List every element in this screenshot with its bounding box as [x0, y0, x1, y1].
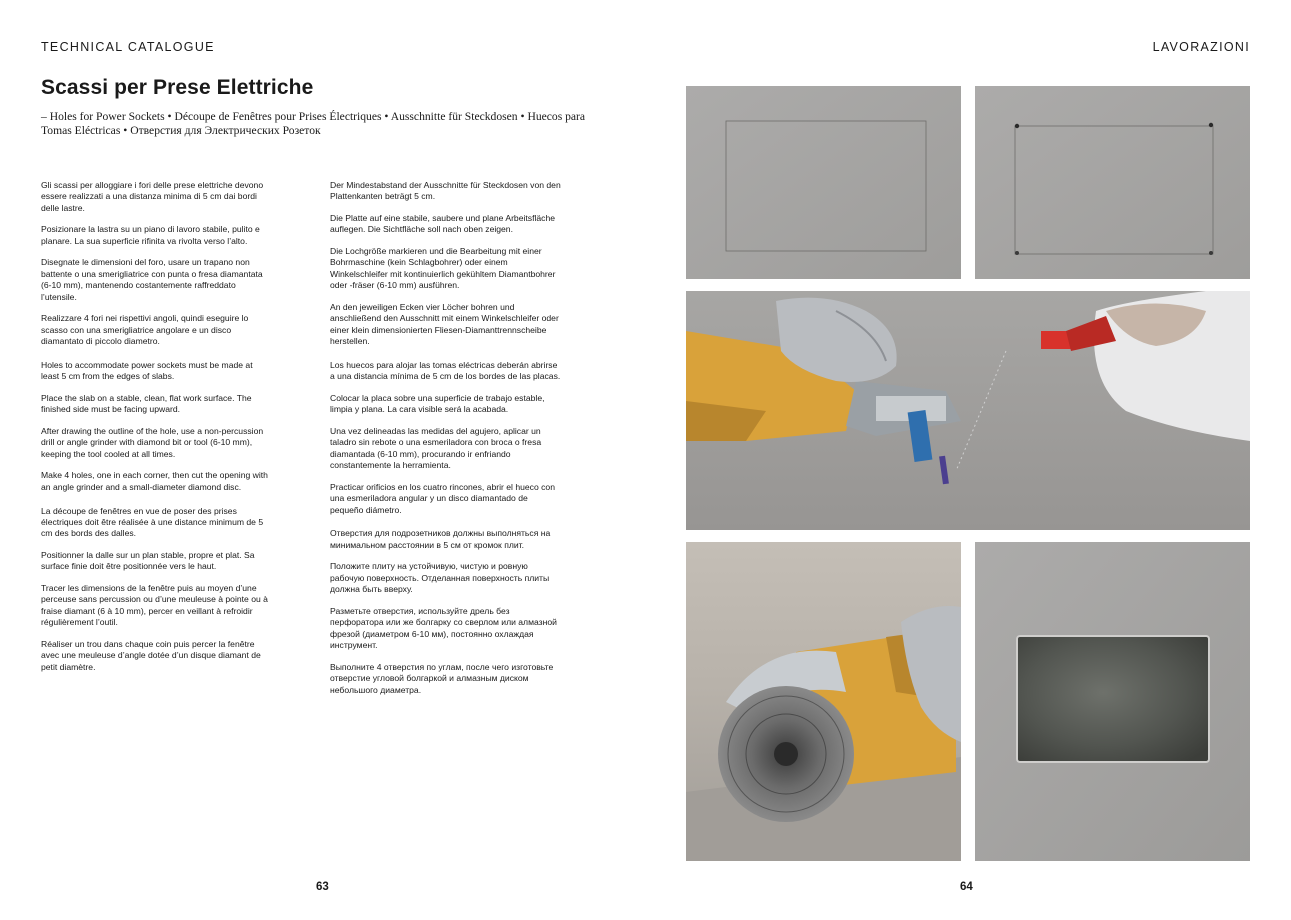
paragraph: Los huecos para alojar las tomas eléctricas deberán abrirse a una distancia mínima de 5 cm de los bordes de las placas. [330, 359, 561, 382]
paragraph: Posizionare la lastra su un piano di lavoro stabile, pulito e planare. La sua superficie rifinita va rivolta verso l’alto. [41, 224, 260, 246]
paragraph: Отверстия для подрозетников должны выполняться на минимальном расстоянии в 5 см от кромок плит. [330, 528, 551, 550]
paragraph: Réaliser un trou dans chaque coin puis percer la fenêtre avec une meuleuse d’angle dotée d’un disque diamant de petit diamètre. [41, 638, 261, 672]
paragraph: An den jeweiligen Ecken vier Löcher bohren und anschließend den Ausschnitt mit einem Winkelschleifer oder einer klein dimensionierten Fliesen-Diamanttrennscheibe herstellen. [330, 301, 559, 347]
paragraph: Make 4 holes, one in each corner, then cut the opening with an angle grinder and a small-diameter diamond disc. [41, 470, 268, 492]
paragraph: La découpe de fenêtres en vue de poser des prises électriques doit être réalisée à une distance minimum de 5 cm des bords des dalles. [41, 505, 264, 539]
paragraph: Disegnate le dimensioni del foro, usare un trapano non battente o una smerigliatrice con punta o fresa diamantata (6-10 mm), mantenendo costantemente raffreddato l’utensile. [41, 257, 263, 302]
page-number-left: 63 [316, 881, 329, 893]
german-instructions [330, 180, 562, 347]
paragraph: Una vez delineadas las medidas del agujero, aplicar un taladro sin rebote o una esmeriladora con broca o fresa diamantada (6-10 mm), procurando ir enfriando constantemente la herramienta. [330, 425, 542, 471]
photo-finished-opening [975, 542, 1250, 861]
photo-corner-holes [975, 86, 1250, 279]
paragraph: Practicar orificios en los cuatro rincones, abrir el hueco con una esmeriladora angular y un disco diamantado de pequeño diámetro. [330, 481, 555, 515]
paragraph: Der Mindestabstand der Ausschnitte für Steckdosen von den Plattenkanten beträgt 5 cm. [330, 180, 561, 202]
paragraph: Positionner la dalle sur un plan stable, propre et plat. Sa surface finie doit être positionnée vers le haut. [41, 550, 255, 572]
paragraph: Realizzare 4 fori nei rispettivi angoli, quindi eseguire lo scasso con una smerigliatrice angolare e un disco diamantato di piccolo diametro. [41, 313, 249, 347]
paragraph: Die Platte auf eine stabile, saubere und plane Arbeitsfläche auflegen. Die Sichtfläche soll nach oben zeigen. [330, 213, 556, 235]
spanish-instructions [330, 360, 562, 516]
paragraph: After drawing the outline of the hole, use a non-percussion drill or angle grinder with diamond bit or tool (6-10 mm), keeping the tool cooled at all times. [41, 425, 264, 459]
paragraph: Die Lochgröße markieren und die Bearbeitung mit einer Bohrmaschine (kein Schlagbohrer) oder einem Winkelschleifer mit kontinuierlich gekühltem Diamantbohrer oder -fräser (6-10 mm) ausführen. [330, 246, 556, 291]
section-header: LAVORAZIONI [1152, 40, 1250, 54]
paragraph: Положите плиту на устойчивую, чистую и ровную рабочую поверхность. Отделанная поверхность плиты должна быть вверху. [330, 561, 550, 595]
french-instructions [41, 506, 273, 673]
italian-instructions [41, 180, 273, 347]
paragraph: Разметьте отверстия, используйте дрель без перфоратора или же болгарку со сверлом или алмазной фрезой (диаметром 6-10 мм), постоянно охлаждая инструмент. [330, 605, 557, 651]
paragraph: Place the slab on a stable, clean, flat work surface. The finished side must be facing upward. [41, 392, 252, 415]
photo-cutting-with-disc [686, 542, 961, 861]
paragraph: Colocar la placa sobre una superficie de trabajo estable, limpia y plana. La cara visible será la acabada. [330, 392, 545, 415]
page-number-right: 64 [960, 881, 973, 893]
english-instructions [41, 360, 273, 493]
text-column-middle [330, 180, 562, 708]
photo-outline-marked [686, 86, 961, 279]
russian-instructions [330, 528, 562, 695]
text-column-left [41, 180, 273, 686]
paragraph: Выполните 4 отверстия по углам, после чего изготовьте отверстие угловой болгаркой и алмазным диском небольшого диаметра. [330, 661, 554, 695]
paragraph: Holes to accommodate power sockets must be made at least 5 cm from the edges of slabs. [41, 359, 253, 382]
paragraph: Tracer les dimensions de la fenêtre puis au moyen d’une perceuse sans percussion ou d’une meuleuse à pointe ou à fraise diamant (6 à 10 mm), percer en veillant à refroidir régulièrement l’outil. [41, 583, 268, 628]
page-title: Scassi per Prese Elettriche [41, 76, 314, 99]
photo-drilling-with-grinder [686, 291, 1250, 530]
page-subtitle: – Holes for Power Sockets • Découpe de Fenêtres pour Prises Électriques • Ausschnitte für Steckdosen • Huecos para Tomas Eléctricas • Отверстия для Электрических Розеток [41, 110, 586, 137]
catalogue-header: TECHNICAL CATALOGUE [41, 40, 215, 54]
paragraph: Gli scassi per alloggiare i fori delle prese elettriche devono essere realizzati a una distanza minima di 5 cm dai bordi delle lastre. [41, 180, 264, 213]
